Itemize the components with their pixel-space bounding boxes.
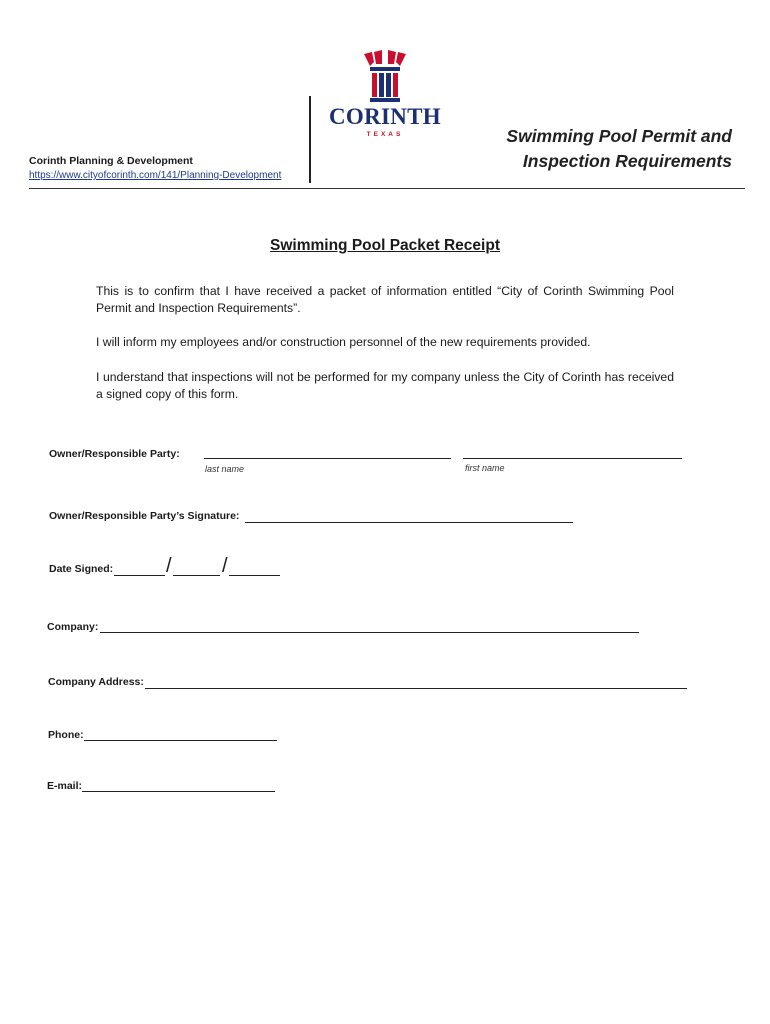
company-address-field[interactable] xyxy=(145,688,687,689)
company-label: Company: xyxy=(47,621,99,633)
owner-label: Owner/Responsible Party: xyxy=(49,448,180,460)
first-name-field[interactable] xyxy=(463,458,682,459)
phone-field[interactable] xyxy=(84,740,277,741)
email-label: E-mail: xyxy=(47,780,83,792)
header-rule xyxy=(29,188,745,189)
signature-label: Owner/Responsible Party’s Signature: xyxy=(49,510,240,522)
signature-field[interactable] xyxy=(245,522,573,523)
org-website-link[interactable]: https://www.cityofcorinth.com/141/Planning-Development xyxy=(29,170,282,181)
company-address-label: Company Address: xyxy=(48,676,144,688)
company-field[interactable] xyxy=(100,632,639,633)
date-separator-2: / xyxy=(222,555,228,577)
date-separator-1: / xyxy=(166,555,172,577)
inform-paragraph: I will inform my employees and/or construction personnel of the new requirements provided. xyxy=(96,335,591,349)
header-divider xyxy=(309,96,311,183)
date-signed-label: Date Signed: xyxy=(49,563,114,575)
email-field[interactable] xyxy=(82,791,275,792)
logo-subtitle: TEXAS xyxy=(366,131,404,138)
first-name-hint: first name xyxy=(465,463,505,473)
date-month-field[interactable] xyxy=(114,575,165,576)
inspection-paragraph: I understand that inspections will not be performed for my company unless the City of Corinth has received a signed copy of this form. xyxy=(96,370,674,401)
last-name-hint: last name xyxy=(205,464,245,474)
last-name-field[interactable] xyxy=(204,458,451,459)
document-title xyxy=(506,124,732,174)
logo-wordmark: CORINTH xyxy=(328,104,441,129)
document-title-line-1: Swimming Pool Permit and xyxy=(506,126,732,146)
document-title-line-2: Inspection Requirements xyxy=(522,151,732,171)
org-name: Corinth Planning & Development xyxy=(29,155,193,167)
receipt-title: Swimming Pool Packet Receipt xyxy=(270,237,500,254)
date-day-field[interactable] xyxy=(173,575,220,576)
corinth-logo xyxy=(326,48,444,144)
phone-label: Phone: xyxy=(48,729,84,741)
columns-icon xyxy=(326,48,444,104)
date-year-field[interactable] xyxy=(229,575,280,576)
confirmation-paragraph: This is to confirm that I have received a packet of information entitled “City of Corinth Swimming Pool Permit and Inspection Requirements”. xyxy=(96,284,674,315)
